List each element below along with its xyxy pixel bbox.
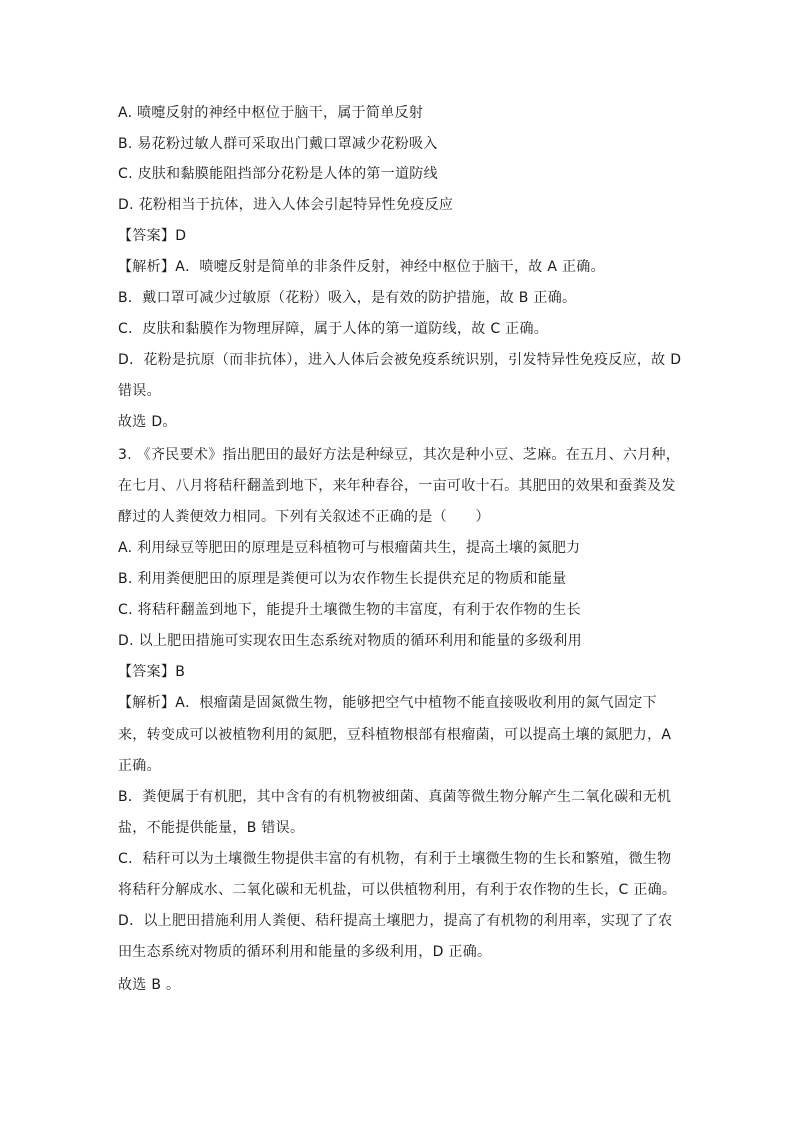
- q3-analysis-line: 来，转变成可以被植物利用的氮肥，豆科植物根部有根瘤菌，可以提高土壤的氮肥力，A: [118, 727, 672, 743]
- q2-option-a: A. 喷嚏反射的神经中枢位于脑干，属于简单反射: [118, 105, 424, 121]
- q3-analysis-line: 【解析】A．根瘤菌是固氮微生物，能够把空气中植物不能直接吸收利用的氮气固定下: [118, 695, 657, 711]
- q3-stem-line: 酵过的人粪便效力相同。下列有关叙述不正确的是（ ）: [118, 509, 490, 525]
- q2-analysis-line: B．戴口罩可减少过敏原（花粉）吸入，是有效的防护措施，故 B 正确。: [118, 290, 577, 306]
- q3-analysis-line: 田生态系统对物质的循环利用和能量的多级利用，D 正确。: [118, 944, 492, 960]
- q3-analysis-line: D．以上肥田措施利用人粪便、秸秆提高土壤肥力，提高了有机物的利用率，实现了了农: [118, 913, 673, 929]
- q2-analysis-line: C．皮肤和黏膜作为物理屏障，属于人体的第一道防线，故 C 正确。: [118, 321, 549, 337]
- q3-option-d: D. 以上肥田措施可实现农田生态系统对物质的循环利用和能量的多级利用: [118, 633, 582, 649]
- q3-stem-line: 3. 《齐民要术》指出肥田的最好方法是种绿豆，其次是种小豆、芝麻。在五月、六月种，: [118, 447, 681, 463]
- q2-option-c: C. 皮肤和黏膜能阻挡部分花粉是人体的第一道防线: [118, 166, 438, 182]
- q2-analysis-line: 错误。: [118, 383, 161, 399]
- q3-option-a: A. 利用绿豆等肥田的原理是豆科植物可与根瘤菌共生，提高土壤的氮肥力: [118, 540, 581, 556]
- q2-conclusion: 故选 D。: [118, 414, 177, 430]
- q3-stem-line: 在七月、八月将秸秆翻盖到地下，来年种春谷，一亩可收十石。其肥田的效果和蚕粪及发: [118, 478, 676, 494]
- q3-option-c: C. 将秸秆翻盖到地下，能提升土壤微生物的丰富度，有利于农作物的生长: [118, 602, 581, 618]
- q2-option-d: D. 花粉相当于抗体，进入人体会引起特异性免疫反应: [118, 197, 454, 213]
- q2-analysis-line: D．花粉是抗原（而非抗体），进入人体后会被免疫系统识别，引发特异性免疫反应，故 D: [118, 352, 682, 368]
- q3-analysis-line: 正确。: [118, 758, 161, 774]
- q3-answer: 【答案】B: [118, 664, 186, 680]
- q3-option-b: B. 利用粪便肥田的原理是粪便可以为农作物生长提供充足的物质和能量: [118, 571, 567, 587]
- q2-answer: 【答案】D: [118, 228, 187, 244]
- q3-analysis-line: 将秸秆分解成水、二氧化碳和无机盐，可以供植物利用，有利于农作物的生长，C 正确。: [118, 882, 677, 898]
- q3-analysis-line: C．秸秆可以为土壤微生物提供丰富的有机物，有利于土壤微生物的生长和繁殖，微生物: [118, 851, 672, 867]
- q3-conclusion: 故选 B 。: [118, 977, 181, 993]
- q2-option-b: B. 易花粉过敏人群可采取出门戴口罩减少花粉吸入: [118, 136, 438, 152]
- q3-analysis-line: B．粪便属于有机肥，其中含有的有机物被细菌、真菌等微生物分解产生二氧化碳和无机: [118, 789, 672, 805]
- q2-analysis-line: 【解析】A．喷嚏反射是简单的非条件反射，神经中枢位于脑干，故 A 正确。: [118, 259, 605, 275]
- q3-analysis-line: 盐，不能提供能量，B 错误。: [118, 820, 305, 836]
